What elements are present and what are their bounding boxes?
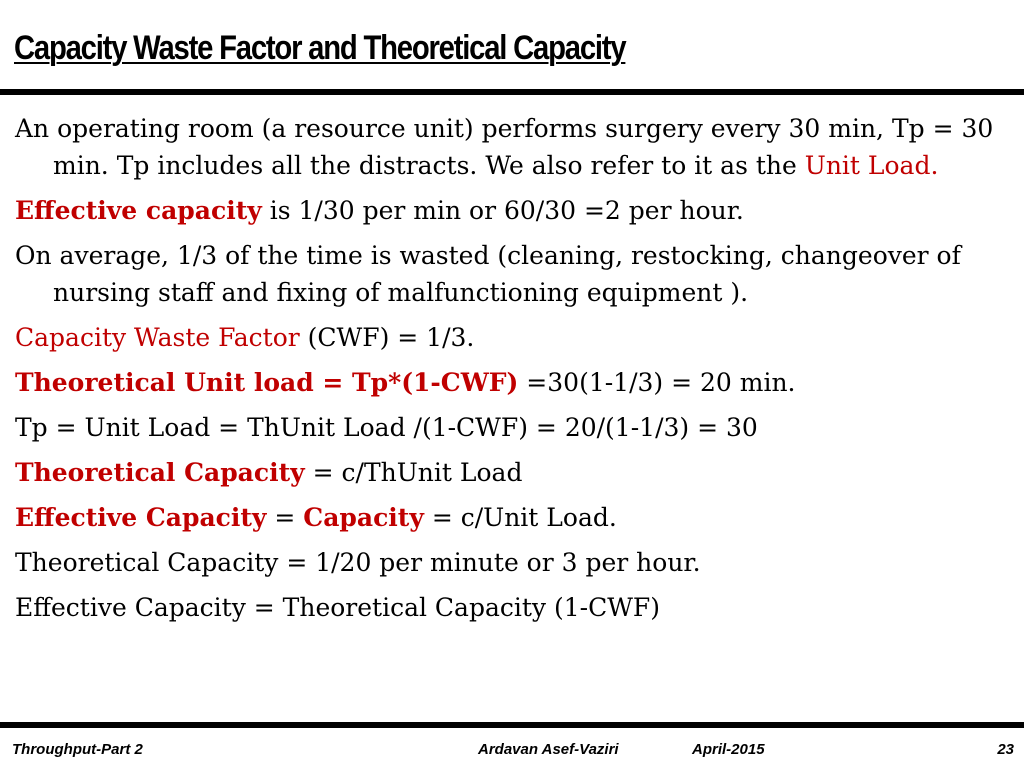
effective-capacity-term: Effective capacity bbox=[15, 196, 262, 225]
page-number: 23 bbox=[997, 741, 1014, 758]
theoretical-unit-load-term: Theoretical Unit load = Tp*(1-CWF) bbox=[15, 368, 519, 397]
paragraph-theoretical-capacity bbox=[15, 454, 1005, 491]
paragraph-text: (CWF) = 1/3. bbox=[299, 323, 475, 352]
paragraph-text: = bbox=[266, 503, 304, 532]
paragraph-effective-capacity-relation bbox=[15, 589, 1005, 626]
effective-capacity-term: Effective Capacity bbox=[15, 503, 267, 532]
unit-load-term: Unit Load. bbox=[804, 151, 939, 180]
paragraph-tp-formula bbox=[15, 409, 1005, 446]
footer-course-title: Throughput-Part 2 bbox=[12, 741, 143, 758]
paragraph-operating-room bbox=[15, 110, 1005, 184]
paragraph-time-wasted bbox=[15, 237, 1005, 311]
paragraph-theoretical-unit-load bbox=[15, 364, 1005, 401]
paragraph-text: Effective Capacity = Theoretical Capacity (1-CWF) bbox=[15, 593, 661, 622]
paragraph-text: is 1/30 per min or 60/30 =2 per hour. bbox=[261, 196, 744, 225]
paragraph-text: Tp = Unit Load = ThUnit Load /(1-CWF) = 20/(1-1/3) = 30 bbox=[15, 413, 758, 442]
paragraph-text: = c/ThUnit Load bbox=[304, 458, 523, 487]
paragraph-theoretical-capacity-value bbox=[15, 544, 1005, 581]
title-divider bbox=[0, 89, 1024, 95]
slide-title: Capacity Waste Factor and Theoretical Capacity bbox=[14, 29, 626, 67]
capacity-waste-factor-term: Capacity Waste Factor bbox=[15, 323, 300, 352]
paragraph-text: On average, 1/3 of the time is wasted (cleaning, restocking, changeover of nursing staff and fixing of malfunctioning equipment ). bbox=[15, 241, 961, 307]
paragraph-text: = c/Unit Load. bbox=[423, 503, 617, 532]
theoretical-capacity-term: Theoretical Capacity bbox=[15, 458, 305, 487]
footer-author: Ardavan Asef-Vaziri bbox=[478, 741, 619, 758]
slide-body bbox=[15, 110, 1005, 634]
paragraph-text: =30(1-1/3) = 20 min. bbox=[518, 368, 796, 397]
paragraph-text: An operating room (a resource unit) performs surgery every 30 min, Tp = 30 min. Tp includes all the distracts. We also refer to it as the bbox=[15, 114, 994, 180]
paragraph-effective-capacity-formula bbox=[15, 499, 1005, 536]
capacity-term: Capacity bbox=[303, 503, 424, 532]
paragraph-effective-capacity bbox=[15, 192, 1005, 229]
paragraph-cwf bbox=[15, 319, 1005, 356]
footer-divider bbox=[0, 722, 1024, 728]
footer-date: April-2015 bbox=[692, 741, 765, 758]
paragraph-text: Theoretical Capacity = 1/20 per minute or 3 per hour. bbox=[15, 548, 701, 577]
